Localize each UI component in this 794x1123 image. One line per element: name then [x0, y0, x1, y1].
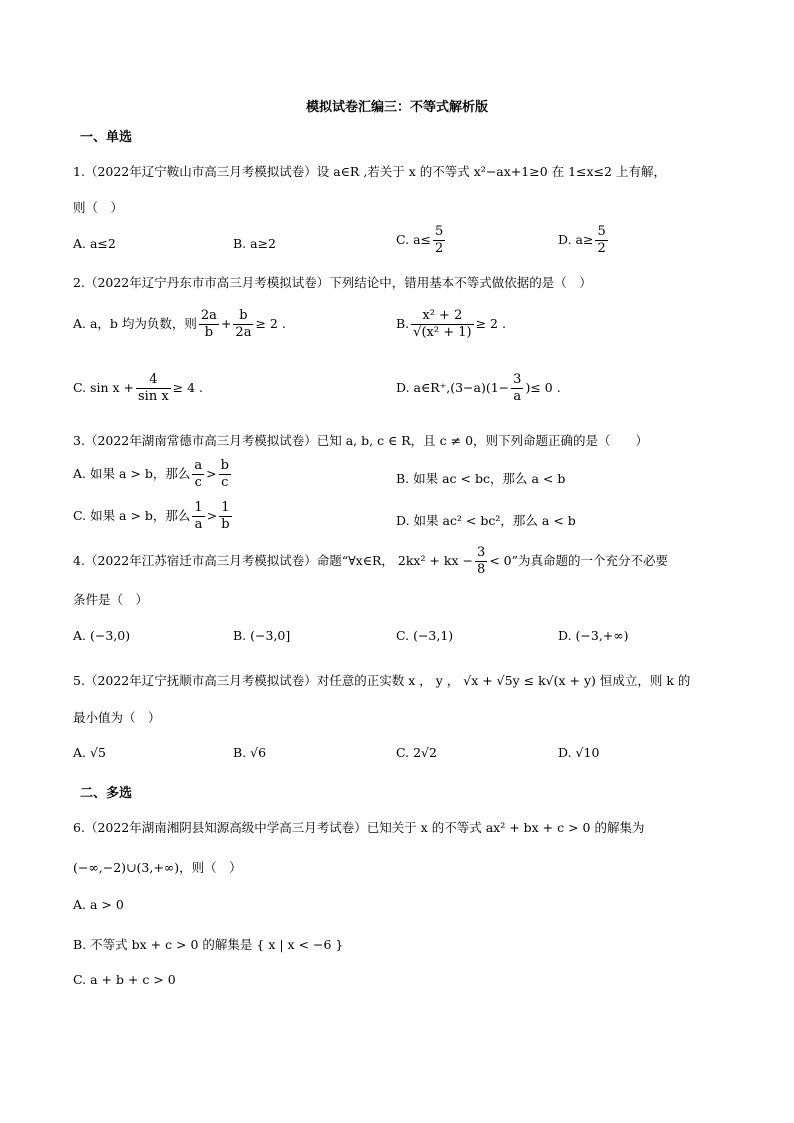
question-5-stem: 5.（2022年辽宁抚顺市高三月考模拟试卷）对任意的正实数 x ， y ， √x + √5y ≤ k√(x + y) 恒成立，则 k 的 — [73, 673, 691, 688]
q3-option-a: A. 如果 a > b，那么 $\frac{a}{c}$ > $\frac{b}{c}$ — [73, 458, 229, 490]
q4-option-a: A. (−3,0) — [73, 628, 131, 643]
question-3-stem: 3.（2022年湖南常德市高三月考模拟试卷）已知 a, b, c ∈ R，且 c ≠ 0，则下列命题正确的是（ ） — [73, 433, 649, 448]
q6-option-c: C. a + b + c > 0 — [73, 972, 176, 987]
q1-option-d: D. a≥ $\frac{5}{2}$ — [558, 224, 606, 256]
question-5-stem-cont: 最小值为（ ） — [73, 710, 161, 725]
section-heading-multi-choice: 二、多选 — [80, 786, 133, 801]
q2-option-b: B. $\frac{\text{x² + 2}}{\text{√(x² + 1)}}$ ≥ 2 . — [396, 308, 506, 340]
q5-option-c: C. 2√2 — [396, 745, 437, 760]
question-source: （2022年辽宁鞍山市高三月考模拟试卷） — [84, 164, 317, 179]
question-text: 设 a∈R ,若关于 x 的不等式 x²−ax+1≥0 在 1≤x≤2 上有解， — [316, 164, 666, 179]
question-2-stem: 2.（2022年辽宁丹东市市高三月考模拟试卷）下列结论中，错用基本不等式做依据的是（ ） — [73, 275, 592, 290]
q3-option-b: B. 如果 ac < bc，那么 a < b — [396, 471, 566, 486]
q3-option-d: D. 如果 ac² < bc²，那么 a < b — [396, 513, 576, 528]
question-1-stem-cont: 则（ ） — [73, 200, 124, 215]
q4-option-c: C. (−3,1) — [396, 628, 454, 643]
q5-option-d: D. √10 — [558, 745, 600, 760]
q4-option-b: B. (−3,0] — [233, 628, 291, 643]
question-6-stem-cont: (−∞,−2)∪(3,+∞)，则（ ） — [73, 860, 242, 875]
question-4-stem-cont: 条件是（ ） — [73, 592, 149, 607]
question-6-stem: 6.（2022年湖南湘阴县知源高级中学高三月考试卷）已知关于 x 的不等式 ax² + bx + c > 0 的解集为 — [73, 820, 645, 835]
q6-option-a: A. a > 0 — [73, 897, 124, 912]
q2-option-a: A. a，b 均为负数，则 $\frac{2a}{b}$ + $\frac{b}{2a}$ ≥ 2 . — [73, 308, 286, 340]
q5-option-b: B. √6 — [233, 745, 267, 760]
q2-option-c: C. sin x + $\frac{4}{\text{sin x}}$ ≥ 4 . — [73, 372, 204, 404]
page-title: 模拟试卷汇编三：不等式解析版 — [305, 100, 488, 115]
q3-option-c: C. 如果 a > b，那么 $\frac{1}{a}$ > $\frac{1}{b}$ — [73, 500, 230, 532]
q1-option-a: A. a≤2 — [73, 236, 116, 251]
q6-option-b: B. 不等式 bx + c > 0 的解集是 { x | x < −6 } — [73, 937, 344, 952]
question-4-stem: 4.（2022年江苏宿迁市高三月考模拟试卷）命题“∀x∈R， 2kx² + kx − $\frac{3}{8}$ < 0”为真命题的一个充分不必要 — [73, 545, 669, 577]
question-1-stem — [73, 162, 666, 180]
q1-option-b: B. a≥2 — [233, 236, 277, 251]
q4-option-d: D. (−3,+∞) — [558, 628, 629, 643]
question-number: 1. — [73, 164, 85, 179]
q5-option-a: A. √5 — [73, 745, 106, 760]
section-heading-single-choice: 一、单选 — [80, 130, 133, 145]
q2-option-d: D. a∈R⁺,(3−a)(1− $\frac{3}{a}$ )≤ 0 . — [396, 372, 561, 404]
q1-option-c: C. a≤ $\frac{5}{2}$ — [396, 224, 444, 256]
